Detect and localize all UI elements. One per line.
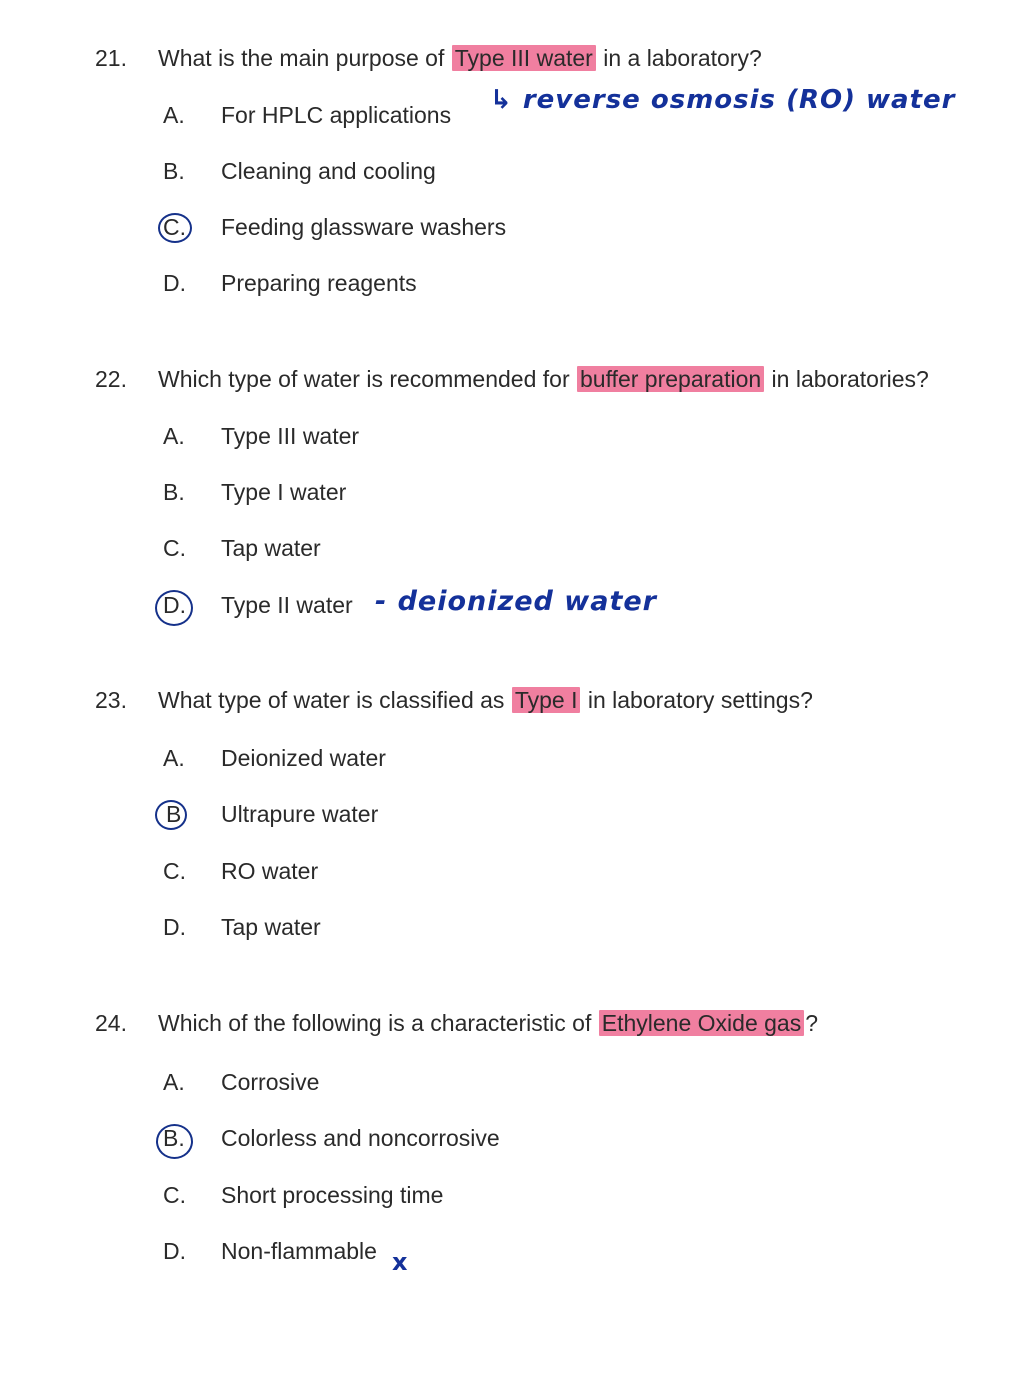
option-letter: C. [163, 214, 186, 240]
option-text: Corrosive [221, 1069, 320, 1095]
option-letter: D. [163, 592, 186, 618]
option-letter: A. [163, 423, 185, 449]
option-text: Preparing reagents [221, 270, 417, 296]
option-text: Deionized water [221, 745, 386, 771]
stem-text: What is the main purpose of [158, 45, 445, 71]
question-stem [158, 685, 813, 715]
answer-circle-mark [155, 590, 193, 626]
option-letter: B. [163, 158, 185, 184]
question-number: 21. [95, 45, 127, 71]
handwritten-note: ↳ reverse osmosis (RO) water [490, 85, 956, 115]
stem-text: ? [805, 1010, 818, 1036]
option-letter: B. [163, 1125, 185, 1151]
option-letter: B [166, 801, 182, 827]
option-letter: D. [163, 1238, 186, 1264]
question-stem [158, 1008, 818, 1038]
option-letter: D. [163, 914, 186, 940]
highlighted-term: Type I [512, 687, 581, 713]
option-text: Colorless and noncorrosive [221, 1125, 500, 1151]
stem-text: Which of the following is a characteristic of [158, 1010, 592, 1036]
highlighted-term: buffer preparation [577, 366, 764, 392]
question-number: 22. [95, 366, 127, 392]
stem-text: in laboratory settings? [587, 687, 813, 713]
answer-circle-mark [155, 800, 187, 830]
option-letter: D. [163, 270, 186, 296]
option-letter: C. [163, 535, 186, 561]
highlighted-term: Ethylene Oxide gas [599, 1010, 804, 1036]
handwritten-x-mark: x [392, 1248, 409, 1276]
answer-circle-mark [156, 1124, 193, 1159]
stem-text: What type of water is classified as [158, 687, 505, 713]
option-letter: C. [163, 1182, 186, 1208]
option-text: Ultrapure water [221, 801, 379, 827]
highlighted-term: Type III water [452, 45, 596, 71]
option-letter: C. [163, 858, 186, 884]
question-number: 23. [95, 687, 127, 713]
option-text: Tap water [221, 914, 321, 940]
answer-circle-mark [158, 213, 192, 243]
option-text: Type III water [221, 423, 360, 449]
option-text: Short processing time [221, 1182, 444, 1208]
stem-text: in a laboratory? [603, 45, 762, 71]
handwritten-note: - deionized water [375, 586, 657, 617]
option-letter: B. [163, 479, 185, 505]
stem-text: Which type of water is recommended for [158, 366, 570, 392]
question-stem [158, 364, 929, 394]
option-text: Non-flammable [221, 1238, 377, 1264]
question-stem [158, 43, 762, 73]
option-text: Type II water [221, 592, 353, 618]
option-letter: A. [163, 745, 185, 771]
option-text: RO water [221, 858, 319, 884]
option-text: Type I water [221, 479, 347, 505]
option-letter: A. [163, 102, 185, 128]
option-text: Feeding glassware washers [221, 214, 507, 240]
option-text: Tap water [221, 535, 321, 561]
stem-text: in laboratories? [771, 366, 929, 392]
question-number: 24. [95, 1010, 127, 1036]
option-text: Cleaning and cooling [221, 158, 436, 184]
option-letter: A. [163, 1069, 185, 1095]
option-text: For HPLC applications [221, 102, 452, 128]
